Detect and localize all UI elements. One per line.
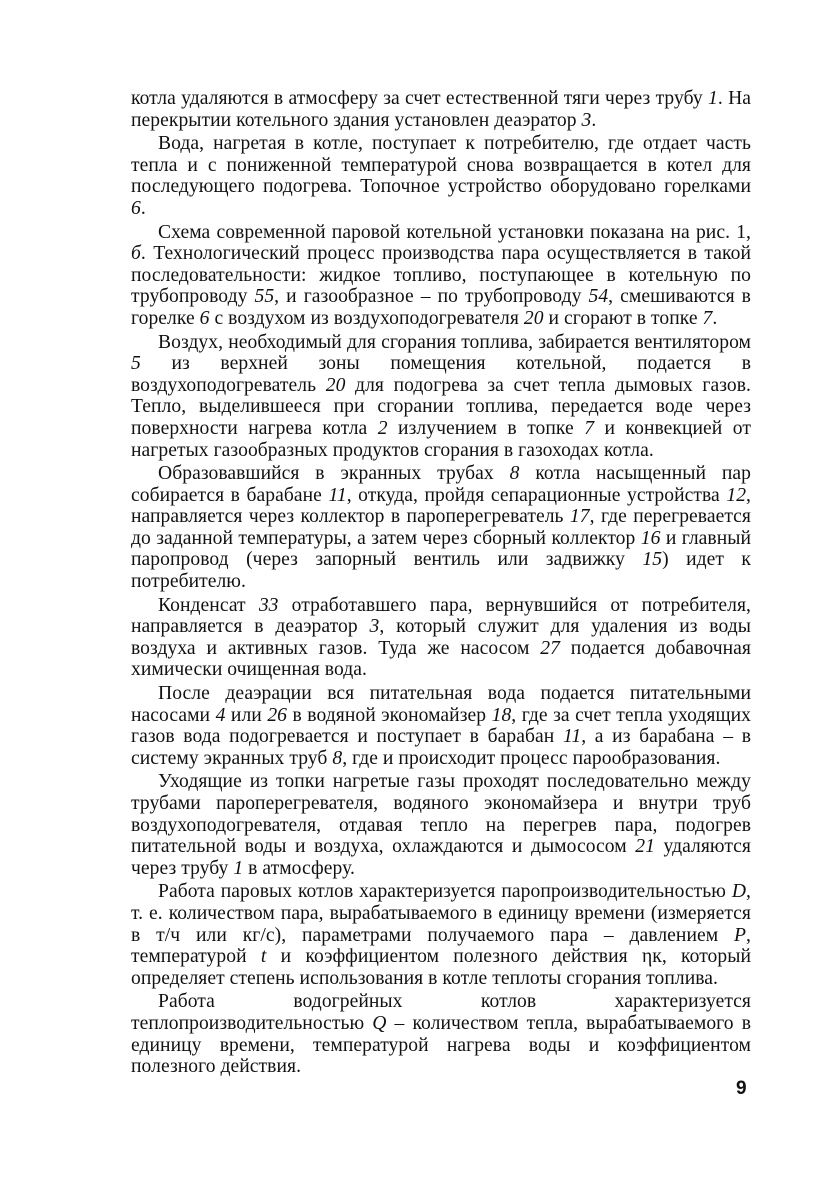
reference-number: D: [731, 881, 747, 903]
text-run: . Технологический процесс производства пара осуществляется в такой последовательности: жидкое топливо, поступающее в котельную по трубопроводу: [131, 243, 751, 308]
reference-number: 20: [523, 307, 544, 329]
text-run: . На перекрытии котельного здания установлен деаэратор: [131, 88, 752, 131]
text-run: , откуда, пройдя сепарационные устройства: [346, 484, 727, 506]
reference-number: 18: [491, 704, 512, 726]
page-text-body: [131, 88, 751, 1078]
text-run: в атмосферу.: [243, 857, 355, 879]
reference-number: 2: [377, 417, 388, 439]
text-run: , где перегревается до заданной температуры, а затем через сборный коллектор: [131, 506, 751, 549]
text-run: , и газообразное – по трубопроводу: [274, 286, 589, 308]
reference-number: 11: [562, 726, 582, 748]
paragraph: [131, 881, 751, 989]
text-run: ) идет к потребителю.: [131, 549, 751, 593]
paragraph: [131, 683, 751, 769]
text-run: с воздухом из воздухоподогревателя: [209, 307, 524, 329]
reference-number: t: [260, 946, 267, 968]
reference-number: 15: [642, 549, 663, 571]
reference-number: 5: [131, 353, 141, 375]
paragraph: [131, 332, 751, 462]
text-run: Воздух, необходимый для сгорания топлива, забирается вентилятором: [158, 331, 751, 353]
text-run: и конвекцией от нагретых газообразных продуктов сгорания в газоходах котла.: [131, 417, 751, 461]
reference-number: 27: [540, 637, 560, 659]
paragraph: [131, 88, 751, 131]
reference-number: 3: [581, 109, 592, 131]
text-run: из верхней зоны помещения котельной, подается в воздухоподогреватель: [131, 353, 751, 396]
text-run: Конденсат: [158, 594, 259, 616]
text-run: Образовавшийся в экранных трубах: [158, 463, 510, 485]
reference-number: 16: [640, 527, 661, 549]
reference-number: 7: [702, 307, 713, 329]
text-run: .: [591, 109, 597, 131]
reference-number: 7: [584, 417, 595, 439]
text-run: котла удаляются в атмосферу за счет естественной тяги через трубу: [131, 88, 708, 109]
text-run: Схема современной паровой котельной установки показана на рис. 1,: [158, 221, 751, 243]
text-run: Работа паровых котлов характеризуется паропроизводительностью: [158, 881, 732, 903]
reference-number: 54: [588, 286, 609, 308]
reference-number: P: [734, 924, 747, 946]
text-run: , направляется через коллектор в пароперегреватель: [131, 484, 751, 528]
paragraph: [131, 771, 751, 879]
text-run: .: [140, 197, 146, 219]
paragraph: [131, 222, 751, 330]
paragraph: [131, 463, 751, 593]
reference-number: 20: [325, 374, 346, 396]
text-run: , который служит для удаления из воды воздуха и активных газов. Туда же насосом: [131, 616, 751, 659]
paragraph: [131, 133, 751, 219]
reference-number: 55: [254, 286, 275, 308]
reference-number: 1: [233, 857, 244, 879]
reference-number: 1: [708, 88, 718, 109]
text-run: – количеством тепла, вырабатываемого в единицу времени, температурой нагрева воды и коэффициентом полезного действия.: [131, 1012, 751, 1078]
text-run: Вода, нагретая в котле, поступает к потребителю, где отдает часть тепла и с пониженной температурой снова возвращается в котел для последующего подогрева. Топочное устройство оборудовано горелками: [131, 133, 751, 198]
text-run: , где и происходит процесс парообразования.: [342, 747, 721, 769]
text-run: .: [712, 307, 718, 329]
text-run: и сгорают в топке: [543, 307, 703, 329]
reference-number: 33: [258, 594, 279, 616]
reference-number: 6: [131, 197, 141, 219]
text-run: удаляются через трубу: [131, 836, 751, 879]
text-run: Уходящие из топки нагретые газы проходят последовательно между трубами пароперегревателя, водяного экономайзера и внутри труб воздухоподогревателя, отдавая тепло на перегрев пара, подогрев питательной воды и воздуха, охлаждаются и дымососом: [131, 771, 751, 858]
text-run: в водяной экономайзер: [287, 704, 492, 726]
text-run: котла насыщенный пар собирается в барабане: [131, 463, 751, 506]
reference-number: 12: [726, 484, 747, 506]
reference-number: 17: [569, 506, 590, 528]
reference-number: 21: [635, 836, 655, 858]
text-run: для подогрева за счет тепла дымовых газов. Тепло, выделившееся при сгорании топлива, передается воде через поверхности нагрева котла: [131, 374, 752, 439]
text-run: , т. е. количеством пара, вырабатываемого в единицу времени (измеряется в т/ч или кг/с), параметрами получаемого пара – давлением: [131, 881, 751, 946]
text-run: Работа водогрейных котлов характеризуется теплопроизводительностью: [131, 991, 751, 1034]
reference-number: 4: [215, 704, 226, 726]
text-run: излучением в топке: [387, 417, 585, 439]
text-run: После деаэрации вся питательная вода подается питательными насосами: [131, 683, 751, 726]
reference-number: 6: [199, 307, 210, 329]
text-run: и главный паропровод (через запорный вентиль или задвижку: [131, 527, 752, 571]
text-run: подается добавочная химически очищенная вода.: [131, 637, 751, 681]
text-run: , температурой: [131, 924, 751, 968]
page-number: 9: [736, 1078, 747, 1099]
reference-number: 26: [267, 704, 288, 726]
reference-number: 3: [369, 616, 380, 638]
reference-number: 8: [509, 463, 520, 485]
paragraph: [131, 595, 751, 681]
text-run: , где за счет тепла уходящих газов вода подогревается и поступает в барабан: [131, 704, 752, 748]
reference-number: б: [131, 243, 141, 265]
text-run: , а из барабана – в систему экранных труб: [131, 726, 752, 769]
reference-number: 8: [332, 747, 343, 769]
text-run: , смешиваются в горелке: [131, 286, 751, 329]
paragraph: [131, 991, 751, 1077]
reference-number: 11: [328, 484, 347, 506]
text-run: и коэффициентом полезного действия ηк, который определяет степень использования в котле теплоты сгорания топлива.: [131, 946, 751, 989]
reference-number: Q: [372, 1012, 387, 1034]
text-run: отработавшего пара, вернувшийся от потребителя, направляется в деаэратор: [131, 594, 751, 638]
text-run: или: [225, 704, 268, 726]
